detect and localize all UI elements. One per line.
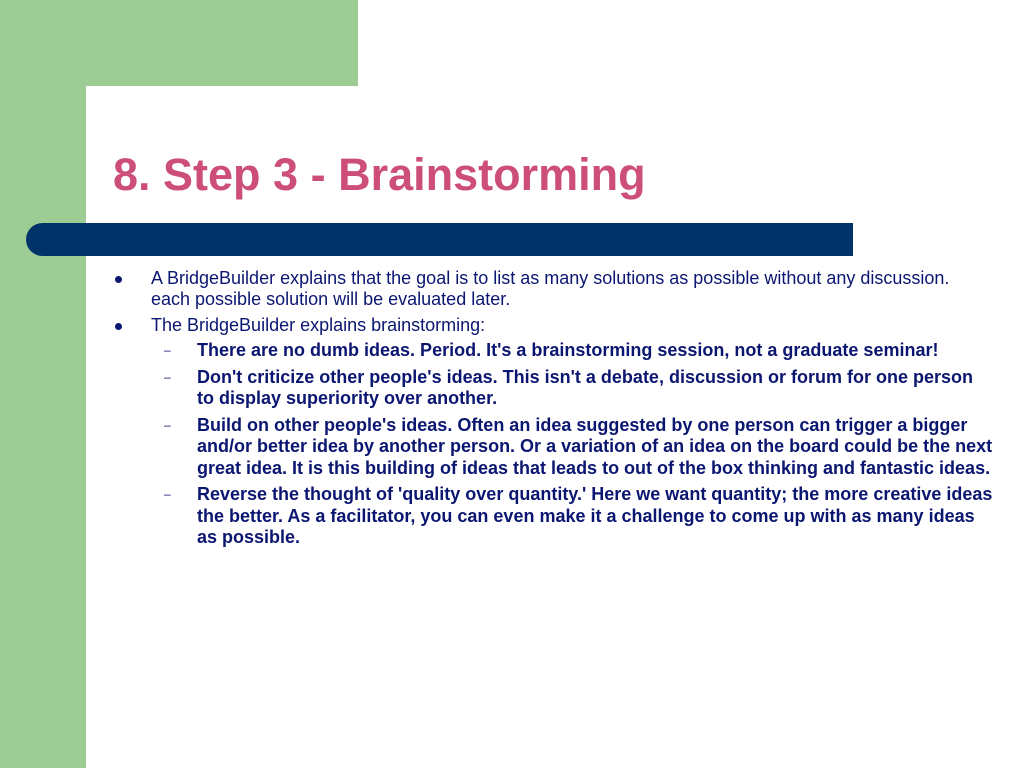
sub-bullet-list (151, 340, 993, 549)
dash-marker-icon: – (164, 343, 171, 357)
slide-body (113, 268, 993, 554)
sub-bullet-item (113, 415, 993, 480)
green-left-band (0, 0, 86, 768)
bullet-text: The BridgeBuilder explains brainstorming: (151, 315, 486, 335)
dash-marker-icon: – (164, 369, 171, 384)
sub-bullet-text: Reverse the thought of 'quality over quantity.' Here we want quantity; the more creative ideas the better. As a facilitator, you can even make it a challenge to come up with as many ideas as possible. (197, 484, 993, 547)
bullet-dot-icon (115, 276, 122, 283)
sub-bullet-text: There are no dumb ideas. Period. It's a brainstorming session, not a graduate seminar! (197, 340, 939, 360)
sub-bullet-item (113, 340, 993, 362)
sub-bullet-item (113, 367, 993, 410)
bullet-list (113, 268, 993, 549)
sub-bullet-text: Build on other people's ideas. Often an idea suggested by one person can trigger a bigger and/or better idea by another person. Or a variation of an idea on the board could be the next great idea. It is this building of ideas that leads to out of the box thinking and fantastic ideas. (197, 414, 993, 478)
dash-marker-icon: – (164, 487, 171, 501)
bullet-item (113, 268, 993, 310)
slide-title: 8. Step 3 - Brainstorming (113, 149, 646, 200)
title-underline-bar (26, 223, 853, 256)
sub-bullet-text: Don't criticize other people's ideas. This isn't a debate, discussion or forum for one person to display superiority over another. (197, 366, 973, 408)
bullet-item (113, 315, 993, 549)
bullet-dot-icon (115, 323, 122, 330)
bullet-text: A BridgeBuilder explains that the goal is to list as many solutions as possible without any discussion. each possible solution will be evaluated later. (151, 268, 950, 309)
dash-marker-icon: – (164, 417, 171, 432)
sub-bullet-item (113, 484, 993, 549)
